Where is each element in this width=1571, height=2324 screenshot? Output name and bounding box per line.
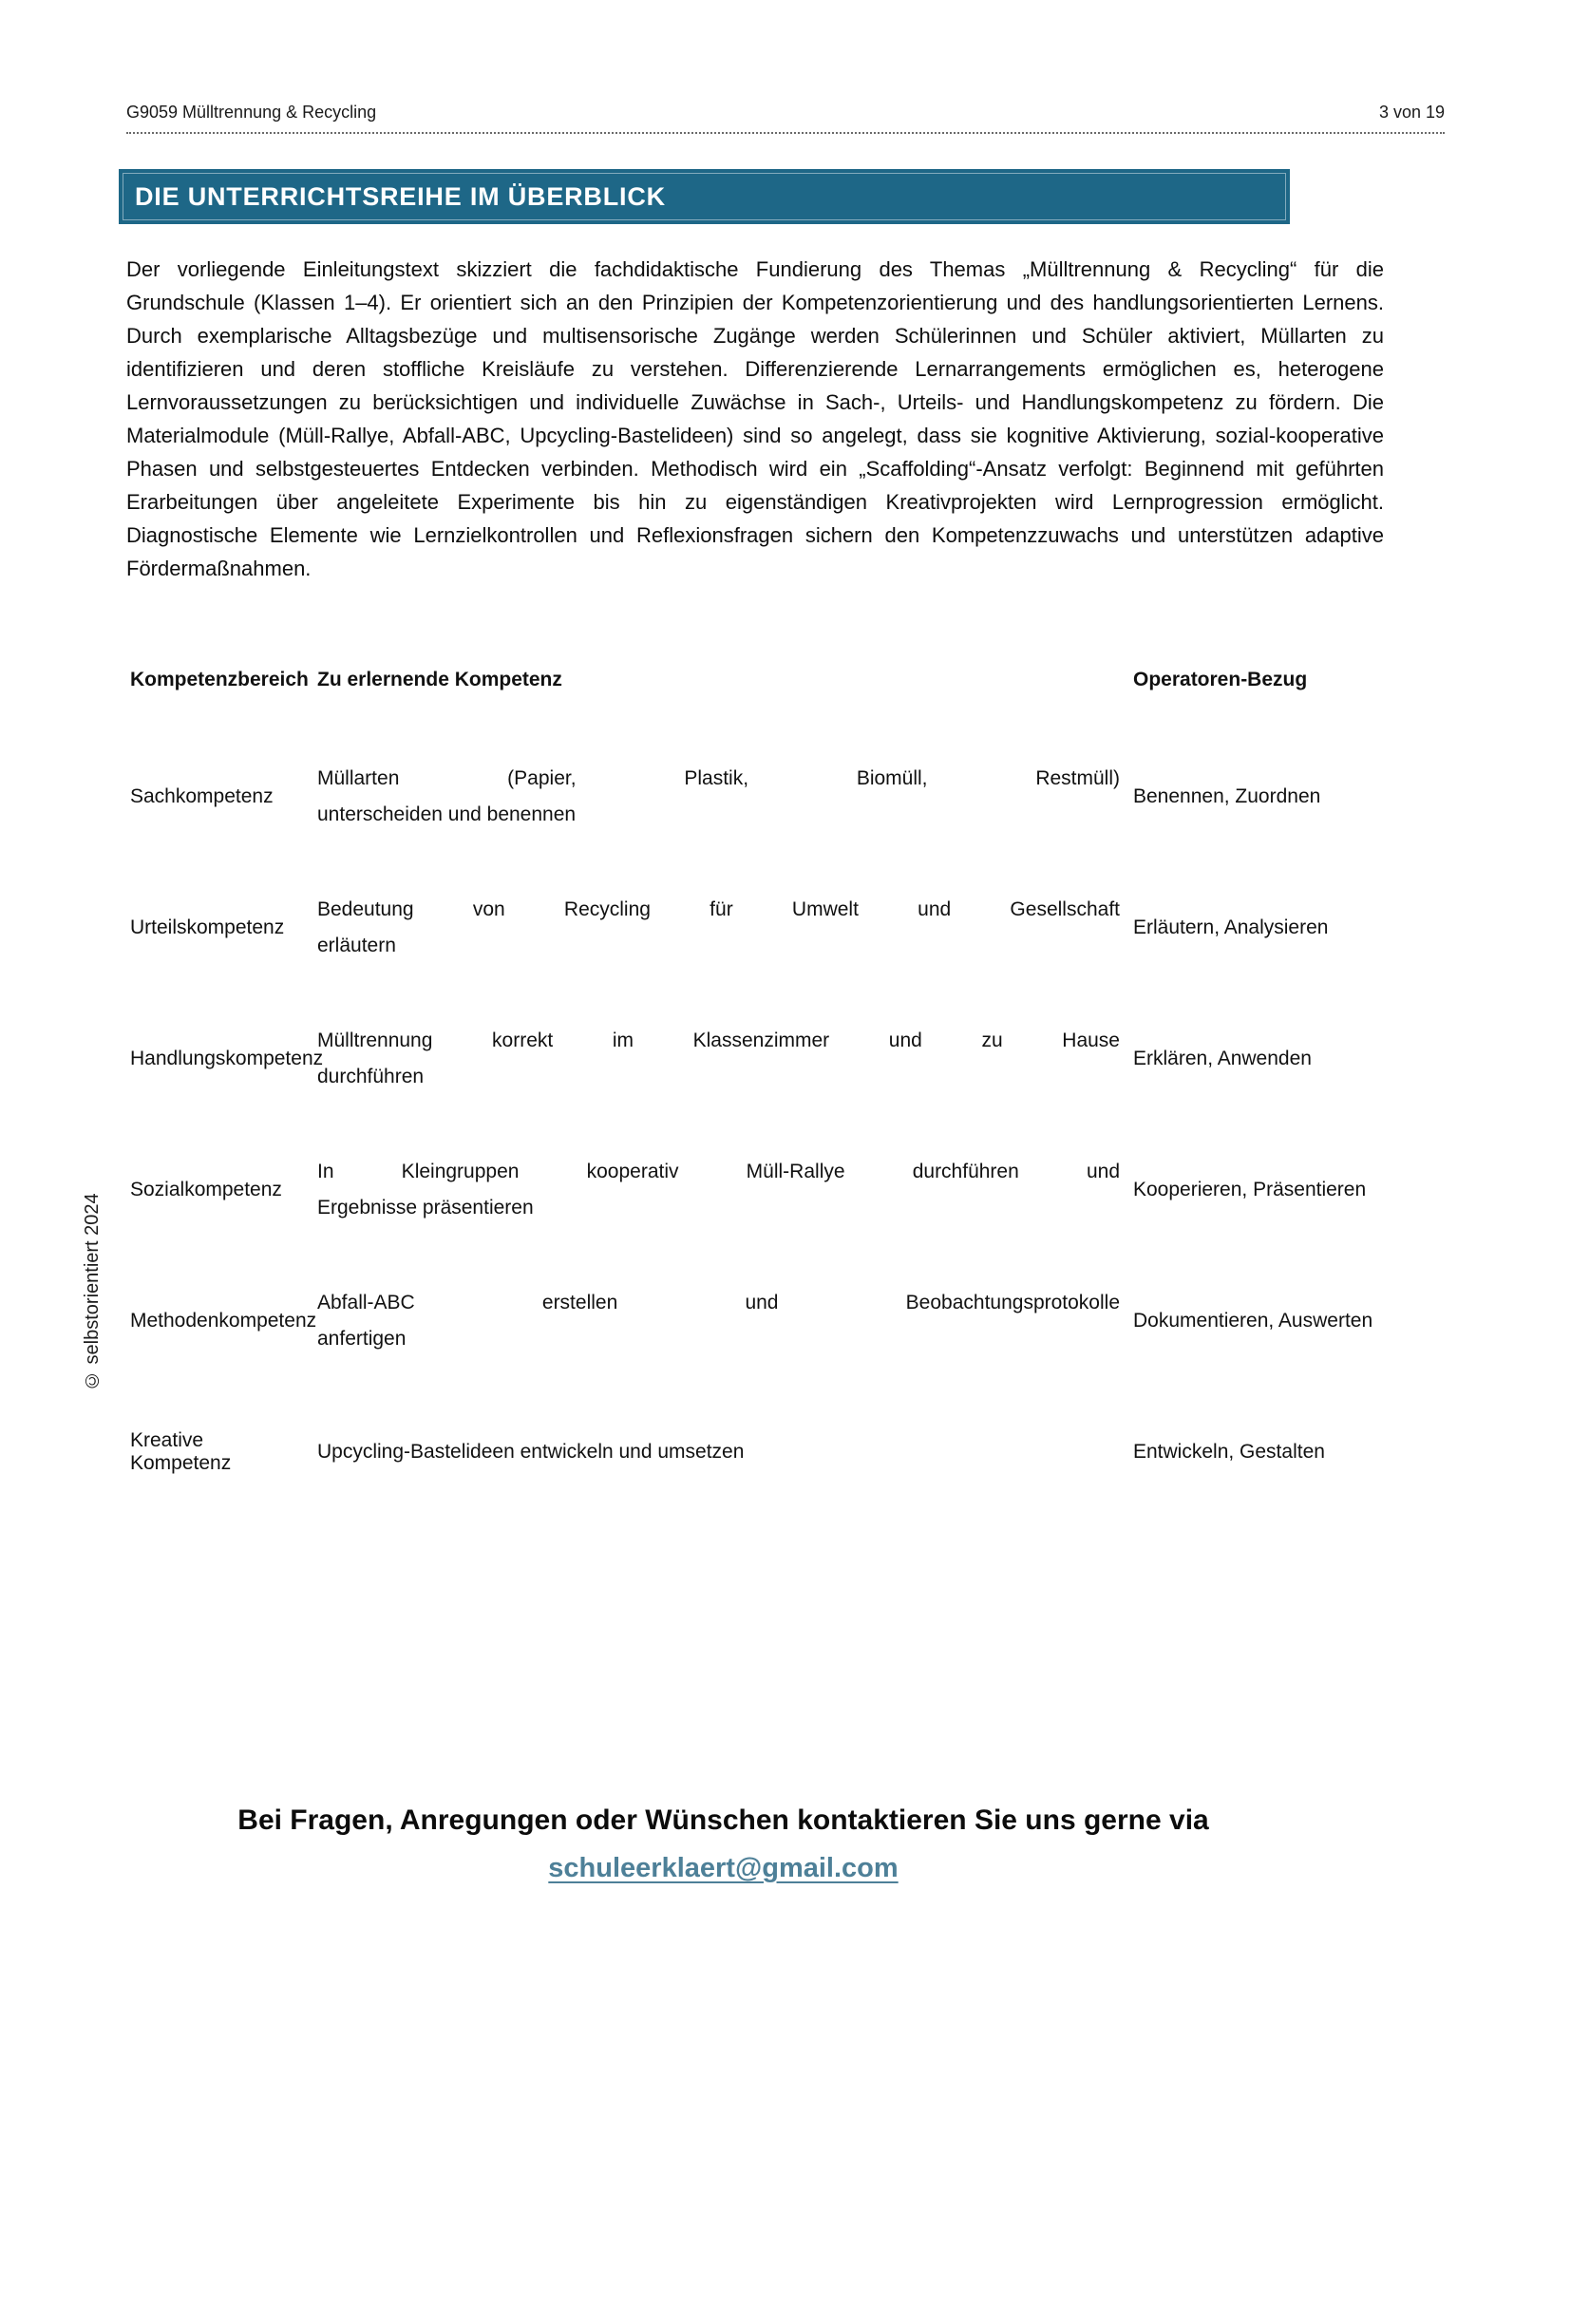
contact-email-link[interactable]: schuleerklaert@gmail.com [548, 1853, 899, 1883]
contact-text: Bei Fragen, Anregungen oder Wünschen kontaktieren Sie uns gerne via [237, 1804, 1209, 1836]
section-banner [119, 169, 1290, 224]
section-banner-title: DIE UNTERRICHTSREIHE IM ÜBERBLICK [135, 181, 666, 211]
area-cell: Urteilskompetenz [130, 916, 285, 938]
operators-cell: Dokumentieren, Auswerten [1133, 1310, 1373, 1332]
table-row [130, 1124, 1386, 1256]
competence-table [130, 663, 1386, 1518]
table-row [130, 1387, 1386, 1518]
competence-line: Bedeutung von Recycling für Umwelt und Gesellschaft [317, 898, 1120, 920]
competence-line: In Kleingruppen kooperativ Müll-Rallye durchführen und [317, 1161, 1120, 1182]
competence-line: Müllarten (Papier, Plastik, Biomüll, Restmüll) [317, 767, 1120, 789]
operators-cell: Entwickeln, Gestalten [1133, 1441, 1325, 1463]
header-document-title: G9059 Mülltrennung & Recycling [126, 103, 377, 122]
column-header-kompetenz: Zu erlernende Kompetenz [317, 669, 562, 690]
competence-cell [317, 1154, 1120, 1226]
operators-cell: Benennen, Zuordnen [1133, 785, 1321, 807]
competence-line: Abfall-ABC erstellen und Beobachtungsprotokolle [317, 1292, 1120, 1313]
competence-line: Ergebnisse präsentieren [317, 1197, 534, 1219]
table-row [130, 862, 1386, 993]
competence-line: durchführen [317, 1066, 425, 1087]
header-page-number: 3 von 19 [1378, 103, 1445, 122]
competence-cell [317, 1285, 1120, 1357]
competence-line: Mülltrennung korrekt im Klassenzimmer und zu Hause [317, 1030, 1120, 1051]
table-row [130, 731, 1386, 862]
table-row [130, 993, 1386, 1124]
operators-cell: Kooperieren, Präsentieren [1133, 1179, 1367, 1200]
competence-line: anfertigen [317, 1328, 407, 1350]
competence-line: unterscheiden und benennen [317, 803, 577, 825]
table-header-row [130, 663, 1386, 697]
operators-cell: Erläutern, Analysieren [1133, 916, 1329, 938]
area-cell: Sachkompetenz [130, 785, 274, 807]
column-header-kompetenzbereich: Kompetenzbereich [130, 669, 309, 690]
area-cell: Sozialkompetenz [130, 1179, 282, 1200]
competence-line: erläutern [317, 935, 396, 956]
competence-cell [317, 892, 1120, 964]
area-cell: Kreative Kompetenz [130, 1429, 232, 1474]
column-header-operatoren: Operatoren-Bezug [1133, 669, 1308, 690]
competence-cell [317, 761, 1120, 833]
operators-cell: Erklären, Anwenden [1133, 1048, 1312, 1069]
intro-paragraph: Der vorliegende Einleitungstext skizziert die fachdidaktische Fundierung des Themas „Mülltrennung & Recycling“ für die Grundschule (Klassen 1–4). Er orientiert sich an den Prinzipien der Kompetenzorientierung und des handlungsorientierten Lernens. Durch exemplarische Alltagsbezüge und multisensorische Zugänge werden Schülerinnen und Schüler aktiviert, Müllarten zu identifizieren und deren stoffliche Kreisläufe zu verstehen. Differenzierende Lernarrangements ermöglichen es, heterogene Lernvoraussetzungen zu berücksichtigen und individuelle Zuwächse in Sach-, Urteils- und Handlungskompetenz zu fördern. Die Materialmodule (Müll-Rallye, Abfall-ABC, Upcycling-Bastelideen) sind so angelegt, dass sie kognitive Aktivierung, sozial-kooperative Phasen und selbstgesteuertes Entdecken verbinden. Methodisch wird ein „Scaffolding“-Ansatz verfolgt: Beginnend mit geführten Erarbeitungen über angeleitete Experimente bis hin zu eigenständigen Kreativprojekten wird Lernprogression ermöglicht. Diagnostische Elemente wie Lernzielkontrollen und Reflexionsfragen sichern den Kompetenzzuwachs und unterstützen adaptive Fördermaßnahmen. [126, 257, 1384, 580]
page-header [126, 103, 1445, 134]
contact-footer [126, 1804, 1320, 1884]
competence-cell [317, 1023, 1120, 1095]
area-cell: Methodenkompetenz [130, 1310, 317, 1332]
competence-line: Upcycling-Bastelideen entwickeln und umsetzen [317, 1441, 745, 1463]
competence-cell [317, 1434, 1120, 1470]
area-cell: Handlungskompetenz [130, 1048, 324, 1069]
table-row [130, 1256, 1386, 1387]
copyright-vertical-label: © selbstorientiert 2024 [82, 1193, 103, 1390]
